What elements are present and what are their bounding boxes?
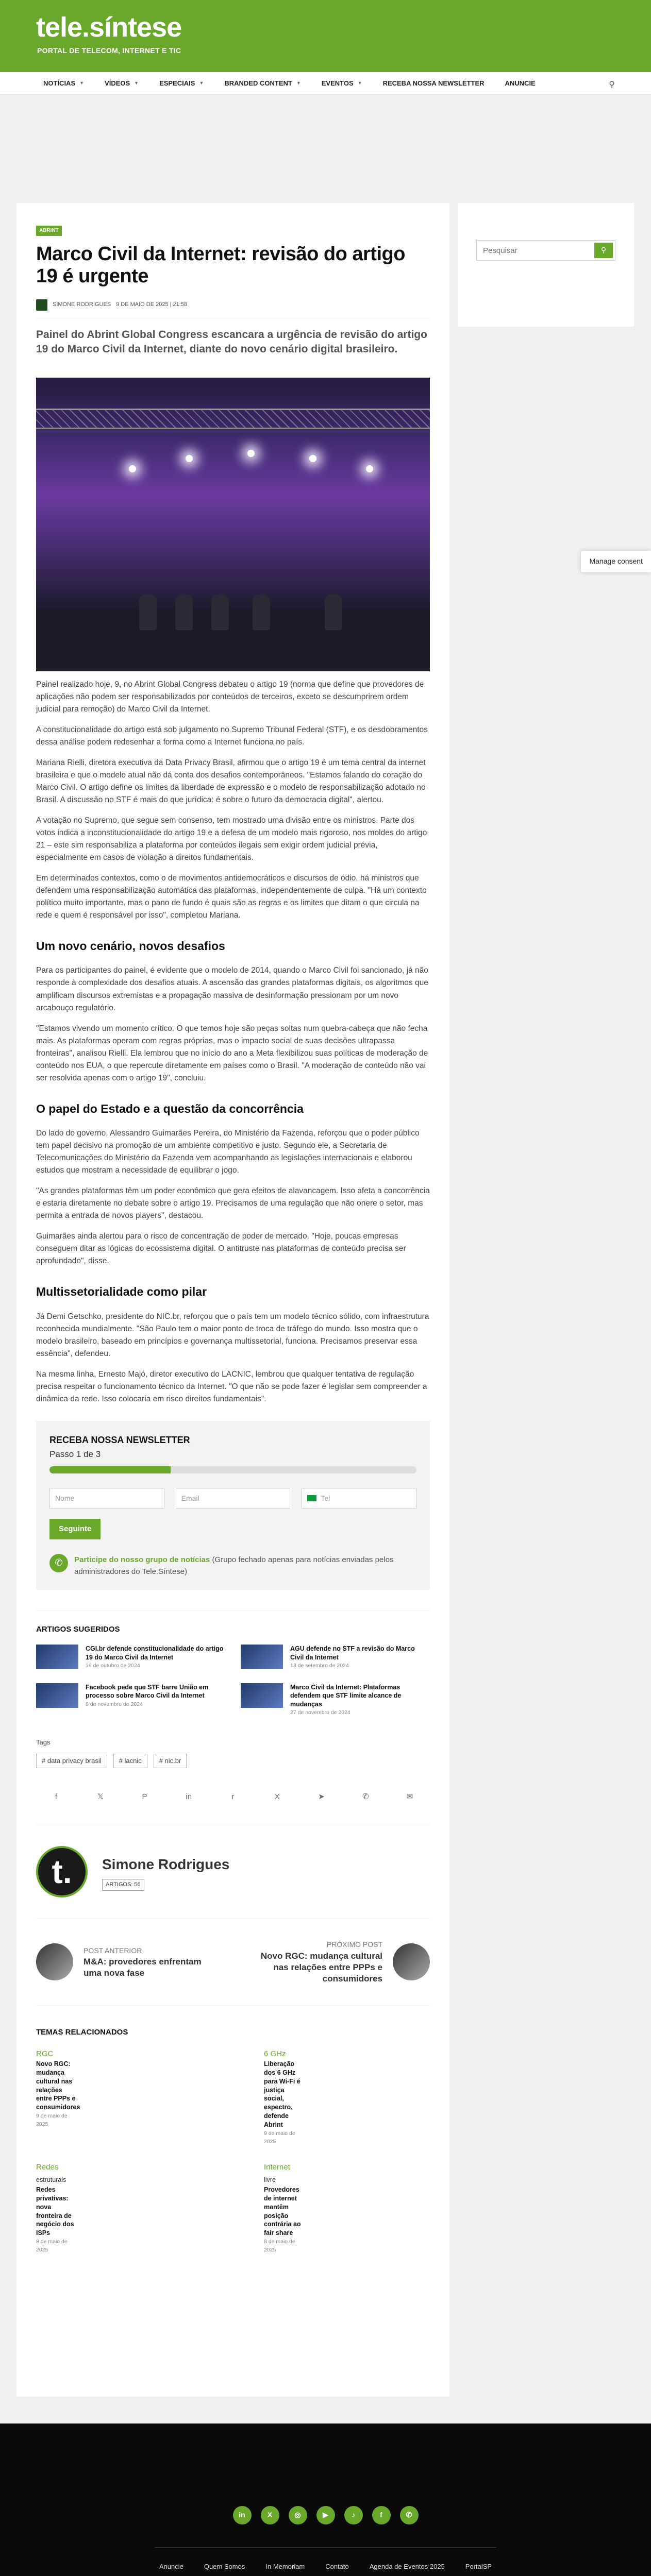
footer-link[interactable]: Contato bbox=[325, 2563, 349, 2570]
section-heading: O papel do Estado e a questão da concorrência bbox=[36, 1101, 304, 1115]
newsletter-progress bbox=[49, 1466, 416, 1473]
footer-links bbox=[0, 2562, 651, 2572]
footer-link[interactable]: PortalSP bbox=[465, 2563, 492, 2570]
article-body-4 bbox=[36, 1311, 430, 1405]
consent-button[interactable]: Manage consent bbox=[581, 551, 651, 572]
related-title: TEMAS RELACIONADOS bbox=[36, 2028, 128, 2037]
search-submit-icon[interactable]: ⚲ bbox=[594, 243, 613, 258]
whatsapp-icon[interactable]: ✆ bbox=[362, 1792, 369, 1801]
related-date: 8 de maio de 2025 bbox=[36, 2239, 68, 2253]
paragraph: Em determinados contextos, como o de movimentos antidemocráticos e discursos de ódio, há ministros que defendem uma responsabilização automática das plataformas, independentemente de culpa. "Há um contexto político muito importante, mas o pano de fundo é quais são as regras e os limites que ditam o que circula na rede e quem é responsável por isso", completou Mariana. bbox=[36, 873, 427, 920]
article-subtitle: Painel do Abrint Global Congress escancara a urgência de revisão do artigo 19 do Marco Civil da Internet, diante do novo cenário digital brasileiro. bbox=[36, 328, 427, 355]
related-date: 9 de maio de 2025 bbox=[36, 2113, 68, 2128]
paragraph: A votação no Supremo, que segue sem consenso, tem mostrado uma divisão entre os ministros. Parte dos votos indica a inconstitucionalidade do artigo 19 e a defesa de um modelo mais rigoroso, nos moldes do artigo 21 – este sim responsabiliza a plataforma por conteúdos ilegais sem exigir ordem judicial prévia, especialmente em casos de violação a direitos fundamentais. bbox=[36, 816, 427, 862]
stage-floor bbox=[36, 609, 430, 671]
category-badge[interactable]: ABRINT bbox=[36, 226, 62, 236]
section-heading: Um novo cenário, novos desafios bbox=[36, 939, 225, 953]
nav-item[interactable] bbox=[105, 78, 139, 89]
footer-social-icon[interactable]: ◎ bbox=[289, 2506, 307, 2524]
related-subcategory: estruturais bbox=[36, 2176, 66, 2183]
chevron-down-icon: ▼ bbox=[199, 80, 204, 86]
email-icon[interactable]: ✉ bbox=[406, 1792, 413, 1801]
related-category[interactable]: 6 GHz bbox=[264, 2049, 286, 2058]
footer-link[interactable]: Anuncie bbox=[159, 2563, 183, 2570]
suggested-thumb[interactable] bbox=[241, 1645, 283, 1669]
site-footer bbox=[0, 2424, 651, 2576]
paragraph: "As grandes plataformas têm um poder econômico que gera efeitos de alavancagem. Isso afeta a concorrência e estaria diretamente no debate sobre o artigo 19. Precisamos de uma regulação que não onere o setor, mas permita a entrada de novos players", destacou. bbox=[36, 1187, 430, 1221]
suggested-date: 13 de setembro de 2024 bbox=[290, 1662, 349, 1669]
share-bar bbox=[36, 1768, 430, 1825]
suggested-title[interactable]: Facebook pede que STF barre União em processo sobre Marco Civil da Internet bbox=[86, 1684, 209, 1700]
next-label: PRÓXIMO POST bbox=[326, 1940, 382, 1949]
paragraph: Guimarães ainda alertou para o risco de concentração de poder de mercado. "Hoje, poucas empresas conseguem ditar as lógicas do ecossistema digital. O antitruste nas plataformas de conteúdo precisa ser aprofundado", disse. bbox=[36, 1232, 406, 1266]
suggested-item[interactable] bbox=[241, 1645, 430, 1670]
paragraph: Mariana Rielli, diretora executiva da Data Privacy Brasil, afirmou que o artigo 19 é um tema central da internet brasileira e que o modelo atual não dá conta dos desafios contemporâneos. "Estamos falando do coração do Marco Civil. O artigo define os limites da liberdade de expressão e o modelo de responsabilização adotado no Brasil. A discussão no STF é mais do que jurídica: é sobre o futuro da democracia digital", alertou. bbox=[36, 758, 426, 804]
panelist bbox=[139, 594, 157, 630]
chevron-down-icon: ▼ bbox=[134, 80, 139, 86]
suggested-item[interactable] bbox=[36, 1645, 225, 1670]
suggested-item[interactable] bbox=[36, 1683, 225, 1717]
footer-link[interactable]: Quem Somos bbox=[204, 2563, 245, 2570]
section-heading: Multissetorialidade como pilar bbox=[36, 1285, 207, 1299]
panelist bbox=[211, 594, 229, 630]
panelist bbox=[253, 594, 270, 630]
suggested-thumb[interactable] bbox=[36, 1683, 78, 1708]
suggested-title[interactable]: Marco Civil da Internet: Plataformas defendem que STF limite alcance de mudanças bbox=[290, 1684, 402, 1708]
article-meta bbox=[36, 299, 430, 318]
footer-social-icon[interactable]: f bbox=[372, 2506, 391, 2524]
prev-title[interactable]: M&A: provedores enfrentam uma nova fase bbox=[84, 1957, 202, 1978]
paragraph: Do lado do governo, Alessandro Guimarães Pereira, do Ministério da Fazenda, reforçou que o poder público tem papel decisivo na promoção de um ambiente competitivo e justo. Segundo ele, a Secretaria de Telecomunicações do Ministério da Fazenda vem acompanhando as legislações internacionais e elaborou estudos que mostram a necessidade de equilibrar o jogo. bbox=[36, 1129, 420, 1175]
panelist bbox=[325, 594, 342, 630]
tag-link[interactable]: # lacnic bbox=[113, 1754, 147, 1768]
paragraph: Painel realizado hoje, 9, no Abrint Global Congress debateu o artigo 19 (norma que define que provedores de aplicações não podem ser responsabilizados por conteúdos de terceiros, exceto se descumprirem ordem judicial para remoção) do Marco Civil da Internet. bbox=[36, 680, 424, 714]
nav-label: RECEBA NOSSA NEWSLETTER bbox=[382, 79, 485, 87]
paragraph: A constitucionalidade do artigo está sob julgamento no Supremo Tribunal Federal (STF), e os desdobramentos dessa análise podem redesenhar a forma como a Internet funciona no país. bbox=[36, 725, 428, 747]
paragraph: Já Demi Getschko, presidente do NIC.br, reforçou que o país tem um modelo técnico sólido, com infraestrutura reconhecida mundialmente. "São Paulo tem o maior ponto de troca de tráfego do mundo. Isso mostra que o modelo brasileiro, baseado em princípios e governança multissetorial, funciona. Precisamos preservar essa essência", defendeu. bbox=[36, 1312, 429, 1359]
author-name[interactable]: SIMONE RODRIGUES bbox=[53, 301, 111, 308]
footer-social-icon[interactable]: in bbox=[233, 2506, 252, 2524]
xing-icon[interactable]: X bbox=[274, 1792, 280, 1801]
facebook-icon[interactable]: f bbox=[55, 1792, 58, 1801]
next-post[interactable] bbox=[244, 1939, 430, 1985]
nav-item[interactable] bbox=[383, 78, 485, 89]
next-title[interactable]: Novo RGC: mudança cultural nas relações entre PPPs e consumidores bbox=[260, 1951, 382, 1984]
whatsapp-icon[interactable]: ✆ bbox=[49, 1554, 68, 1572]
article-title: Marco Civil da Internet: revisão do artigo 19 é urgente bbox=[36, 243, 405, 287]
paragraph: Para os participantes do painel, é evidente que o modelo de 2014, quando o Marco Civil foi sancionado, já não responde à complexidade dos desafios atuais. A ascensão das grandes plataformas digitais, os algoritmos que amplificam discursos extremistas e a propagação massiva de desinformação pressionam por um novo arcabouço regulatório. bbox=[36, 966, 428, 1012]
chevron-down-icon: ▼ bbox=[79, 80, 85, 86]
related-subcategory: livre bbox=[264, 2176, 276, 2183]
suggested-date: 27 de novembro de 2024 bbox=[290, 1709, 350, 1716]
sidebar-search bbox=[476, 240, 615, 261]
chevron-down-icon: ▼ bbox=[296, 80, 301, 86]
footer-social bbox=[0, 2506, 651, 2524]
nav-label: NOTÍCIAS bbox=[43, 79, 76, 87]
suggested-title: ARTIGOS SUGERIDOS bbox=[36, 1611, 430, 1635]
main-nav bbox=[0, 72, 651, 95]
paragraph: "Estamos vivendo um momento crítico. O que temos hoje são peças soltas num quebra-cabeça que não fecha mais. As plataformas operam com regras próprias, mas o impacto social de suas decisões ultrapassa fronteiras", analisou Rielli. Ela lembrou que no início do ano a Meta flexibilizou suas políticas de moderação de conteúdo nos EUA, o que repercute diretamente em países como o Brasil. "A moderação de conteúdo não vai ser resolvida apenas com o artigo 19", concluiu. bbox=[36, 1024, 428, 1082]
site-logo[interactable]: tele.síntese bbox=[36, 12, 182, 43]
publish-date: 9 DE MAIO DE 2025 | 21:58 bbox=[116, 301, 188, 308]
related-date: 8 de maio de 2025 bbox=[264, 2239, 295, 2253]
nav-label: VÍDEOS bbox=[105, 79, 130, 87]
suggested-date: 8 de novembro de 2024 bbox=[86, 1701, 143, 1707]
whatsapp-group bbox=[49, 1554, 416, 1578]
nav-item[interactable] bbox=[224, 78, 301, 89]
telegram-icon[interactable]: ➤ bbox=[318, 1792, 325, 1801]
suggested-title[interactable]: AGU defende no STF a revisão do Marco Civil da Internet bbox=[290, 1645, 415, 1661]
prev-thumb[interactable] bbox=[36, 1943, 73, 1980]
email-field[interactable]: Email bbox=[176, 1488, 291, 1509]
nav-item[interactable] bbox=[322, 78, 362, 89]
related-category[interactable]: RGC bbox=[36, 2049, 54, 2058]
tags-list bbox=[36, 1754, 430, 1768]
reddit-icon[interactable]: r bbox=[231, 1792, 235, 1801]
author-box bbox=[36, 1846, 430, 1919]
related-date: 9 de maio de 2025 bbox=[264, 2130, 295, 2145]
related-category[interactable]: Redes bbox=[36, 2163, 59, 2172]
stage-light bbox=[129, 465, 136, 472]
suggested-list bbox=[36, 1645, 430, 1717]
newsletter-title: RECEBA NOSSA NEWSLETTER bbox=[49, 1435, 190, 1446]
article-photo bbox=[36, 378, 430, 671]
author-logo[interactable]: t. bbox=[36, 1846, 88, 1897]
author-box-name[interactable]: Simone Rodrigues bbox=[102, 1856, 230, 1873]
suggested-title[interactable]: CGI.br defende constitucionalidade do artigo 19 do Marco Civil da Internet bbox=[86, 1645, 224, 1661]
tag-link[interactable]: # nic.br bbox=[154, 1754, 187, 1768]
nav-item[interactable] bbox=[159, 78, 204, 89]
suggested-item[interactable] bbox=[241, 1683, 430, 1717]
site-header bbox=[0, 0, 651, 72]
footer-link[interactable]: In Memoriam bbox=[265, 2563, 305, 2570]
next-button[interactable]: Seguinte bbox=[49, 1519, 101, 1539]
article-body-2 bbox=[36, 964, 430, 1084]
footer-social-icon[interactable]: ▶ bbox=[316, 2506, 335, 2524]
suggested-date: 16 de outubro de 2024 bbox=[86, 1662, 140, 1669]
article-body-3 bbox=[36, 1127, 430, 1267]
tags-label: Tags bbox=[36, 1738, 51, 1747]
nav-label: ESPECIAIS bbox=[159, 79, 195, 87]
related-item[interactable] bbox=[36, 2048, 202, 2146]
paragraph: Na mesma linha, Ernesto Majó, diretor executivo do LACNIC, lembrou que qualquer tentativa de regulação precisa respeitar o funcionamento técnico da Internet. "O que não se pode fazer é legislar sem compreender a dinâmica da rede. Isso colocaria em risco direitos fundamentais". bbox=[36, 1370, 427, 1404]
nav-label: EVENTOS bbox=[321, 79, 354, 87]
footer-link[interactable]: Agenda de Eventos 2025 bbox=[369, 2563, 445, 2570]
suggested-thumb[interactable] bbox=[241, 1683, 283, 1708]
stage-truss bbox=[36, 409, 430, 429]
search-input[interactable] bbox=[477, 241, 592, 260]
related-item[interactable] bbox=[264, 2048, 430, 2146]
post-navigation bbox=[36, 1939, 430, 2006]
phone-field[interactable] bbox=[302, 1488, 416, 1509]
panelist bbox=[175, 594, 193, 630]
prev-post[interactable] bbox=[36, 1939, 222, 1985]
suggested-thumb[interactable] bbox=[36, 1645, 78, 1669]
pinterest-icon[interactable]: P bbox=[142, 1792, 147, 1801]
nav-label: BRANDED CONTENT bbox=[224, 79, 292, 87]
x-icon[interactable]: 𝕏 bbox=[97, 1792, 104, 1801]
linkedin-icon[interactable]: in bbox=[186, 1792, 192, 1801]
related-title[interactable]: Liberação dos 6 GHz para Wi-Fi é justiça social, espectro, defende Abrint bbox=[264, 2060, 301, 2129]
footer-divider bbox=[155, 2547, 496, 2548]
whatsapp-link[interactable]: Participe do nosso grupo de notícias bbox=[74, 1555, 210, 1564]
whatsapp-note: (Grupo fechado apenas para notícias enviadas pelos administradores do Tele.Síntese) bbox=[74, 1555, 394, 1576]
stage-light bbox=[186, 455, 193, 462]
stage-light bbox=[366, 465, 373, 472]
footer-social-icon[interactable]: ♪ bbox=[344, 2506, 363, 2524]
related-list bbox=[36, 2048, 430, 2255]
next-thumb[interactable] bbox=[393, 1943, 430, 1980]
chevron-down-icon: ▼ bbox=[357, 80, 362, 86]
newsletter-form bbox=[36, 1421, 430, 1590]
search-icon[interactable]: ⚲ bbox=[609, 80, 615, 89]
related-title[interactable]: Novo RGC: mudança cultural nas relações entre PPPs e consumidores bbox=[36, 2060, 80, 2111]
footer-social-icon[interactable]: X bbox=[261, 2506, 279, 2524]
related-title[interactable]: Provedores de internet mantêm posição contrária ao fair share bbox=[264, 2185, 301, 2237]
flag-icon[interactable] bbox=[307, 1495, 316, 1501]
stage-light bbox=[247, 450, 255, 457]
sidebar bbox=[458, 203, 634, 327]
nav-label: ANUNCIE bbox=[505, 79, 536, 87]
progress-fill bbox=[49, 1466, 171, 1473]
site-tagline: PORTAL DE TELECOM, INTERNET E TIC bbox=[37, 46, 181, 55]
tag-link[interactable]: # data privacy brasil bbox=[36, 1754, 107, 1768]
article-body-1 bbox=[36, 679, 430, 922]
newsletter-step: Passo 1 de 3 bbox=[49, 1449, 101, 1460]
phone-placeholder: Tel bbox=[321, 1494, 330, 1502]
author-articles[interactable]: ARTIGOS: 56 bbox=[102, 1879, 144, 1891]
prev-label: POST ANTERIOR bbox=[84, 1946, 142, 1955]
footer-social-icon[interactable]: ✆ bbox=[400, 2506, 419, 2524]
name-field[interactable]: Nome bbox=[49, 1488, 164, 1509]
related-category[interactable]: Internet bbox=[264, 2163, 290, 2172]
nav-item[interactable] bbox=[43, 78, 84, 89]
author-avatar bbox=[36, 299, 47, 311]
related-item[interactable] bbox=[36, 2161, 202, 2254]
nav-item[interactable] bbox=[505, 78, 536, 89]
stage-light bbox=[309, 455, 316, 462]
related-item[interactable] bbox=[264, 2161, 430, 2254]
article-main bbox=[16, 203, 449, 2397]
related-title[interactable]: Redes privativas: nova fronteira de negócio dos ISPs bbox=[36, 2185, 74, 2237]
